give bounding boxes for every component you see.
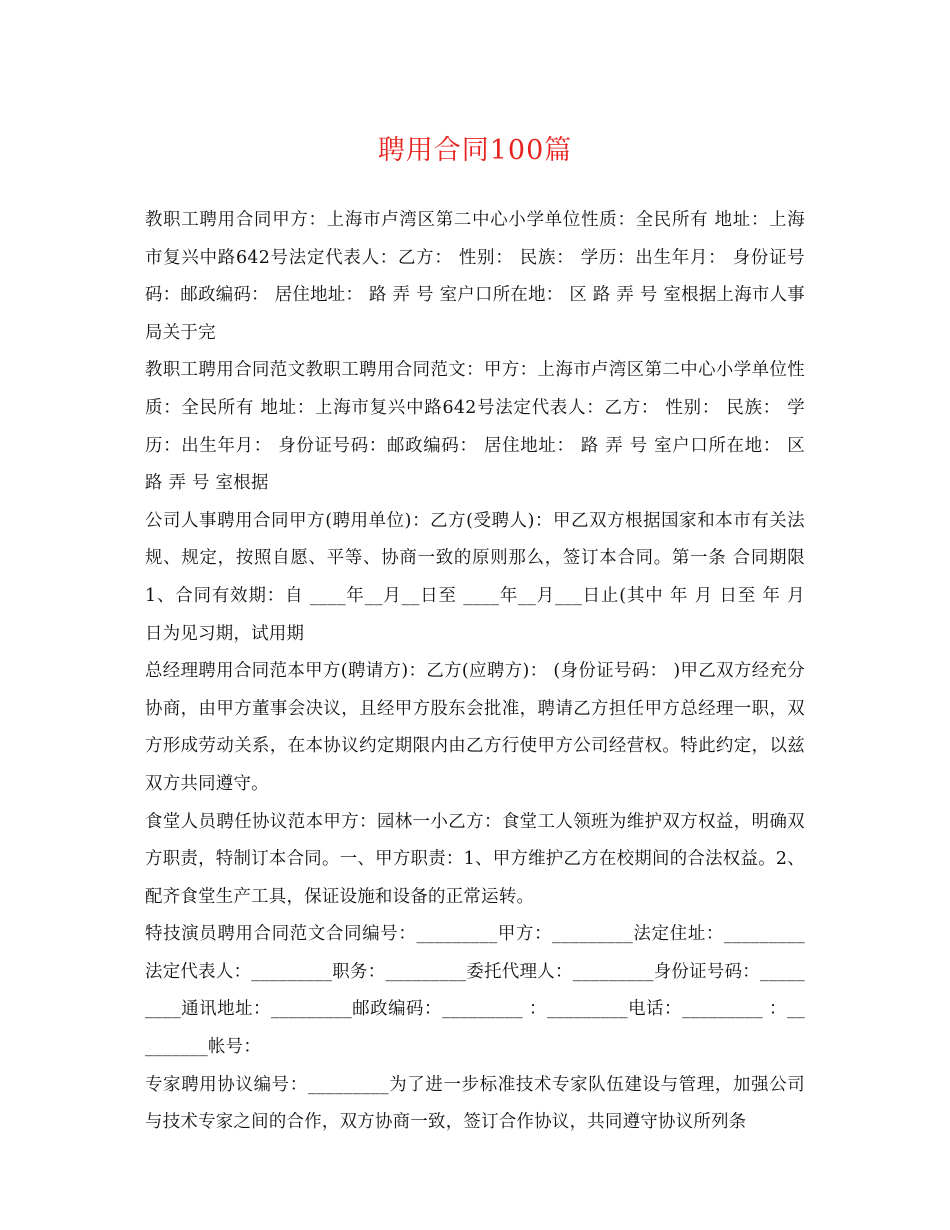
paragraph-teacher-contract-sample: 教职工聘用合同范文教职工聘用合同范文：甲方：上海市卢湾区第二中心小学单位性质：全民所有 地址：上海市复兴中路642号法定代表人：乙方： 性别： 民族： 学历：出生年月： 身份证号码：邮政编码： 居住地址： 路 弄 号 室户口所在地： 区 路 弄 号 室根据 [145,360,805,494]
paragraph-expert-agreement: 专家聘用协议编号：_________为了进一步标准技术专家队伍建设与管理，加强公司与技术专家之间的合作，双方协商一致，签订合作协议，共同遵守协议所列条 [145,1074,805,1133]
document-title: 聘用合同100篇 [377,135,573,166]
paragraph-stunt-actor-contract: 特技演员聘用合同范文合同编号：_________甲方：_________法定住址：_________法定代表人：_________职务：_________委托代理人：_________身份证号码：_________通讯地址：_________邮政编码：_________ ：_________电话：_________ ：_________帐号： [145,924,805,1058]
paragraph-general-manager-contract: 总经理聘用合同范本甲方(聘请方)：乙方(应聘方)： (身份证号码： )甲乙双方经充分协商，由甲方董事会决议，且经甲方股东会批准，聘请乙方担任甲方总经理一职，双方形成劳动关系，在本协议约定期限内由乙方行使甲方公司经营权。特此约定，以兹双方共同遵守。 [145,661,805,794]
paragraph-teacher-contract: 教职工聘用合同甲方：上海市卢湾区第二中心小学单位性质：全民所有 地址：上海市复兴中路642号法定代表人：乙方： 性别： 民族： 学历：出生年月： 身份证号码：邮政编码： 居住地址： 路 弄 号 室户口所在地： 区 路 弄 号 室根据上海市人事局关于完 [145,210,805,343]
document-body [145,202,805,1142]
paragraph-canteen-staff-agreement: 食堂人员聘任协议范本甲方：园林一小乙方：食堂工人领班为维护双方权益，明确双方职责，特制订本合同。一、甲方职责：1、甲方维护乙方在校期间的合法权益。2、配齐食堂生产工具，保证设施和设备的正常运转。 [145,811,805,907]
paragraph-company-hr-contract: 公司人事聘用合同甲方(聘用单位)：乙方(受聘人)：甲乙双方根据国家和本市有关法规、规定，按照自愿、平等、协商一致的原则那么，签订本合同。第一条 合同期限1、合同有效期：自 ____年__月__日至 ____年__月___日止(其中 年 月 日至 年 月 日为见习期，试用期 [145,510,805,644]
